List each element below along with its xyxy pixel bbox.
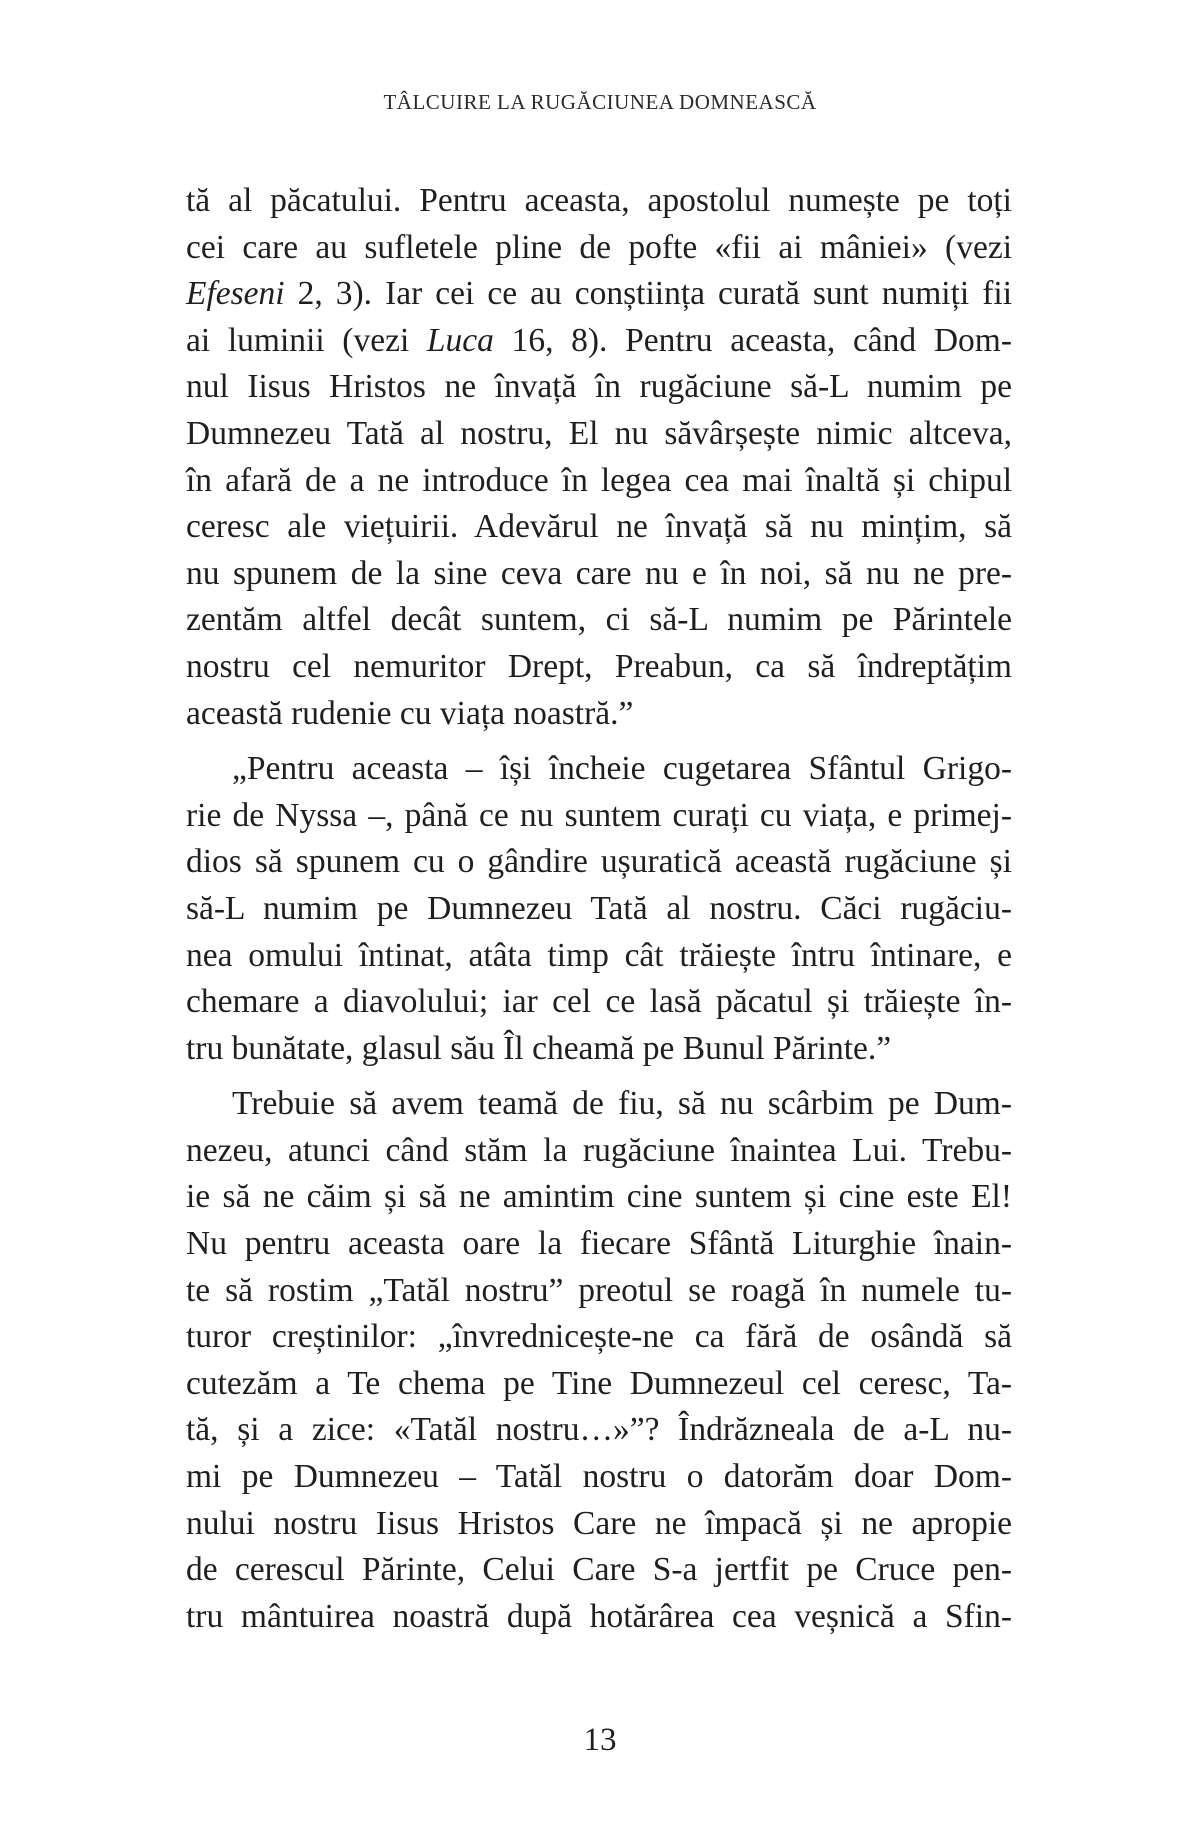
text-line: tru bunătate, glasul său Îl cheamă pe Bunul Părinte.” xyxy=(186,1029,892,1067)
text-line: Trebuie să avem teamă de fiu, să nu scârbim pe Dum- xyxy=(232,1085,1012,1123)
text-line: nea omului întinat, atâta timp cât trăiește întru întinare, e xyxy=(186,936,1012,974)
text-line: chemare a diavolului; iar cel ce lasă păcatul și trăiește în- xyxy=(186,983,1012,1021)
running-head: TÂLCUIRE LA RUGĂCIUNEA DOMNEASCĂ xyxy=(383,90,817,114)
text-line: tă, și a zice: «Tatăl nostru…»”? Îndrăzneala de a-L nu- xyxy=(186,1411,1012,1449)
text-line: Nu pentru aceasta oare la fiecare Sfântă Liturghie înain- xyxy=(186,1225,1012,1263)
text-line: nezeu, atunci când stăm la rugăciune înaintea Lui. Trebu- xyxy=(186,1131,1012,1169)
text-line: cutezăm a Te chema pe Tine Dumnezeul cel ceresc, Ta- xyxy=(186,1364,1012,1402)
text-line: ie să ne căim și să ne amintim cine suntem și cine este El! xyxy=(186,1178,1012,1216)
paragraph-2 xyxy=(186,746,1012,1072)
text-line: zentăm altfel decât suntem, ci să-L numim pe Părintele xyxy=(186,601,1012,639)
paragraph-1 xyxy=(186,178,1012,737)
text-line: cei care au sufletele pline de pofte «fii ai mâniei» (vezi xyxy=(186,228,1012,266)
body-text xyxy=(186,178,1012,1640)
citation-luca: Luca xyxy=(426,321,494,359)
text-line: dios să spunem cu o gândire ușuratică această rugăciune și xyxy=(186,843,1012,881)
text-line: rie de Nyssa –, până ce nu suntem curați cu viața, e primej- xyxy=(186,796,1012,834)
text-line: „Pentru aceasta – își încheie cugetarea Sfântul Grigo- xyxy=(232,750,1012,788)
text-line: tru mântuirea noastră după hotărârea cea veșnică a Sfin- xyxy=(186,1597,1012,1635)
text-line: Efeseni 2, 3). Iar cei ce au conștiința curată sunt numiți fii xyxy=(186,275,1012,313)
text-line: mi pe Dumnezeu – Tatăl nostru o datorăm doar Dom- xyxy=(186,1458,1012,1496)
text-line: această rudenie cu viața noastră.” xyxy=(186,694,634,732)
page-number: 13 xyxy=(583,1722,617,1758)
text-line: ceresc ale viețuirii. Adevărul ne învață să nu mințim, să xyxy=(186,508,1012,546)
text-line: în afară de a ne introduce în legea cea mai înaltă și chipul xyxy=(186,461,1012,499)
citation-efeseni: Efeseni xyxy=(186,275,285,313)
paragraph-3 xyxy=(186,1081,1012,1640)
text-line: turor creștinilor: „învrednicește-ne ca fără de osândă să xyxy=(186,1318,1012,1356)
text-line: să-L numim pe Dumnezeu Tată al nostru. Căci rugăciu- xyxy=(186,889,1012,927)
text-line: nului nostru Iisus Hristos Care ne împacă și ne apropie xyxy=(186,1504,1012,1542)
text-line: Dumnezeu Tată al nostru, El nu săvârșește nimic altceva, xyxy=(186,414,1012,452)
text-line: nu spunem de la sine ceva care nu e în noi, să nu ne pre- xyxy=(186,554,1012,592)
text-line: nul Iisus Hristos ne învață în rugăciune să-L numim pe xyxy=(186,368,1012,406)
text-line: tă al păcatului. Pentru aceasta, apostolul numește pe toți xyxy=(186,182,1012,219)
text-line: te să rostim „Tatăl nostru” preotul se roagă în numele tu- xyxy=(186,1271,1012,1309)
text-line: de cerescul Părinte, Celui Care S-a jertfit pe Cruce pen- xyxy=(186,1551,1012,1589)
text-line: ai luminii (vezi Luca 16, 8). Pentru aceasta, când Dom- xyxy=(186,321,1012,359)
text-line: nostru cel nemuritor Drept, Preabun, ca să îndreptățim xyxy=(186,647,1012,685)
